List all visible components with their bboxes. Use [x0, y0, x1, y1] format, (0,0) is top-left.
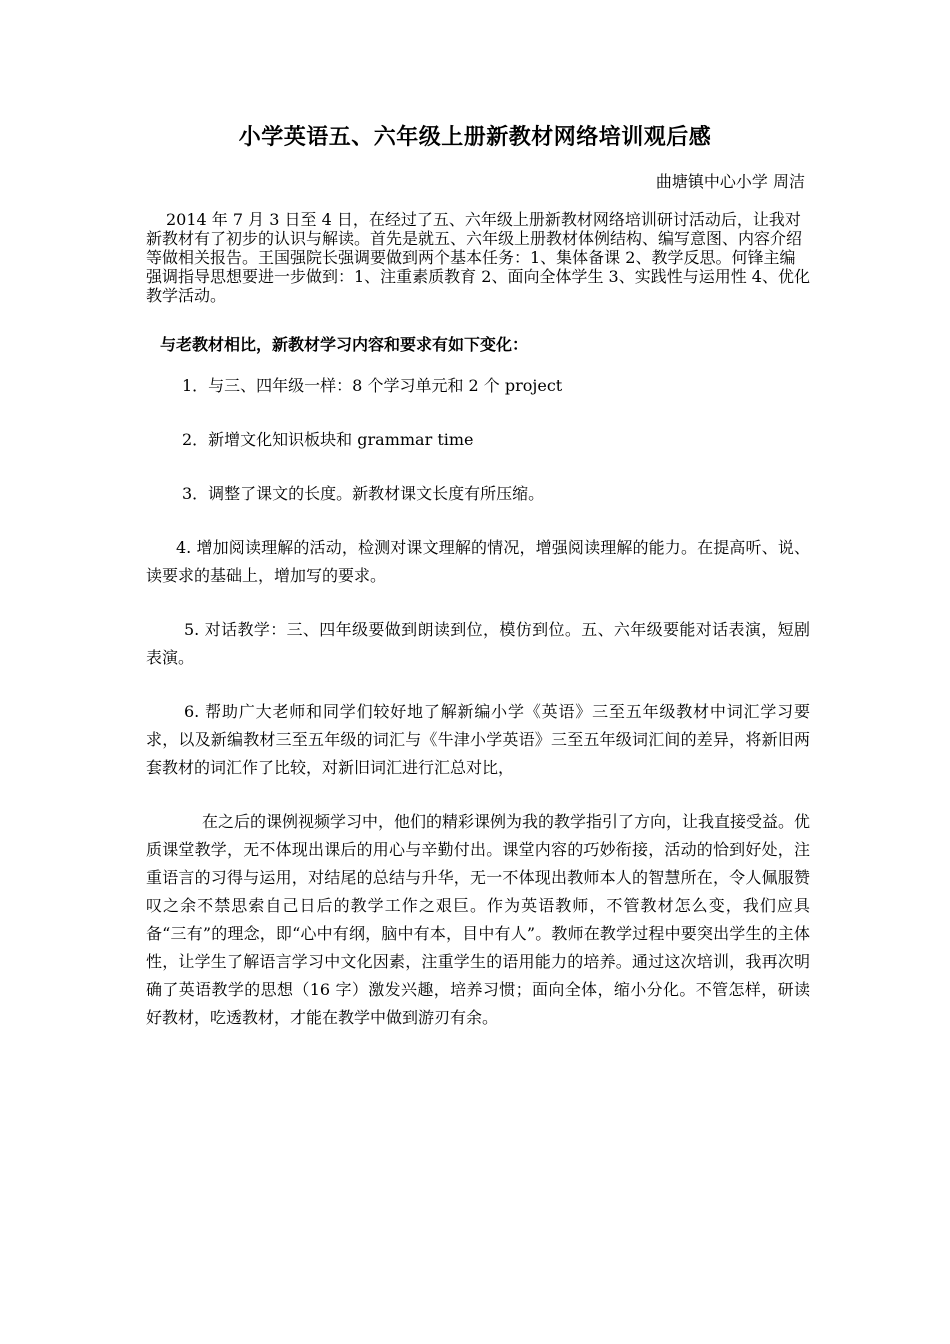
- conclusion-paragraph: 在之后的课例视频学习中，他们的精彩课例为我的教学指引了方向，让我直接受益。优质课堂教学，无不体现出课后的用心与辛勤付出。课堂内容的巧妙衔接，活动的恰到好处，注重语言的习得与运用，对结尾的总结与升华，无一不体现出教师本人的智慧所在，令人佩服赞叹之余不禁思索自己日后的教学工作之艰巨。作为英语教师，不管教材怎么变，我们应具备“三有”的理念，即“心中有纲，脑中有本，目中有人”。教师在教学过程中要突出学生的主体性，让学生了解语言学习中文化因素，注重学生的语用能力的培养。通过这次培训，我再次明确了英语教学的思想（16 字）激发兴趣，培养习惯；面向全体，缩小分化。不管怎样，研读好教材，吃透教材，才能在教学中做到游刃有余。: [146, 812, 811, 1027]
- change-item-2: 2．新增文化知识板块和 grammar time: [182, 430, 474, 449]
- author-line: 曲塘镇中心小学 周洁: [655, 172, 805, 191]
- change-item-6: 6. 帮助广大老师和同学们较好地了解新编小学《英语》三至五年级教材中词汇学习要求，以及新编教材三至五年级的词汇与《牛津小学英语》三至五年级词汇间的差异，将新旧两套教材的词汇作了比较，对新旧词汇进行汇总对比，: [146, 702, 810, 777]
- change-item-1: 1．与三、四年级一样：8 个学习单元和 2 个 project: [182, 376, 563, 395]
- changes-subheading: 与老教材相比，新教材学习内容和要求有如下变化：: [160, 335, 529, 354]
- change-item-5: 5. 对话教学：三、四年级要做到朗读到位，模仿到位。五、六年级要能对话表演，短剧表演。: [146, 620, 810, 667]
- change-item-3: 3．调整了课文的长度。新教材课文长度有所压缩。: [182, 484, 545, 503]
- intro-paragraph: 2014 年 7 月 3 日至 4 日，在经过了五、六年级上册新教材网络培训研讨活动后，让我对新教材有了初步的认识与解读。首先是就五、六年级上册教材体例结构、编写意图、内容介绍等做相关报告。王国强院长强调要做到两个基本任务：1、集体备课 2、教学反思。何锋主编强调指导思想要进一步做到：1、注重素质教育 2、面向全体学生 3、实践性与运用性 4、优化教学活动。: [146, 210, 810, 305]
- change-item-4: 4. 增加阅读理解的活动，检测对课文理解的情况，增强阅读理解的能力。在提高听、说、读要求的基础上，增加写的要求。: [146, 538, 810, 585]
- document-title: 小学英语五、六年级上册新教材网络培训观后感: [238, 124, 712, 150]
